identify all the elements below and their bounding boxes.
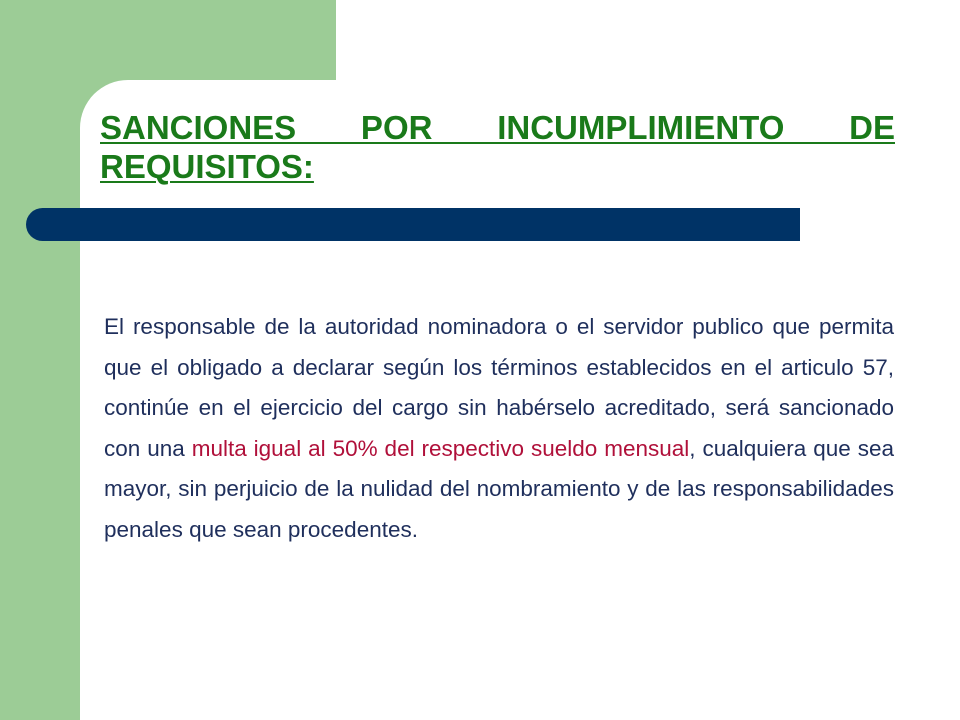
green-accent-side [0, 80, 80, 720]
body-text-part-1: El responsable de la autoridad nominadora o el servidor publico que permita que el obligado a declarar según los términos establecidos en el articulo 57, continúe en el ejercicio del cargo sin habérselo acreditado, será sancionado con una [104, 314, 894, 461]
body-highlight: multa igual al 50% del respectivo sueldo mensual [191, 435, 690, 461]
slide-body [104, 307, 894, 550]
slide-title: SANCIONES POR INCUMPLIMIENTO DE REQUISITOS: [100, 109, 895, 185]
body-text-part-2: , cualquiera que sea mayor, sin perjuicio de la nulidad del nombramiento y de las responsabilidades penales que sean procedentes. [104, 435, 894, 542]
title-divider-bar [26, 208, 800, 241]
